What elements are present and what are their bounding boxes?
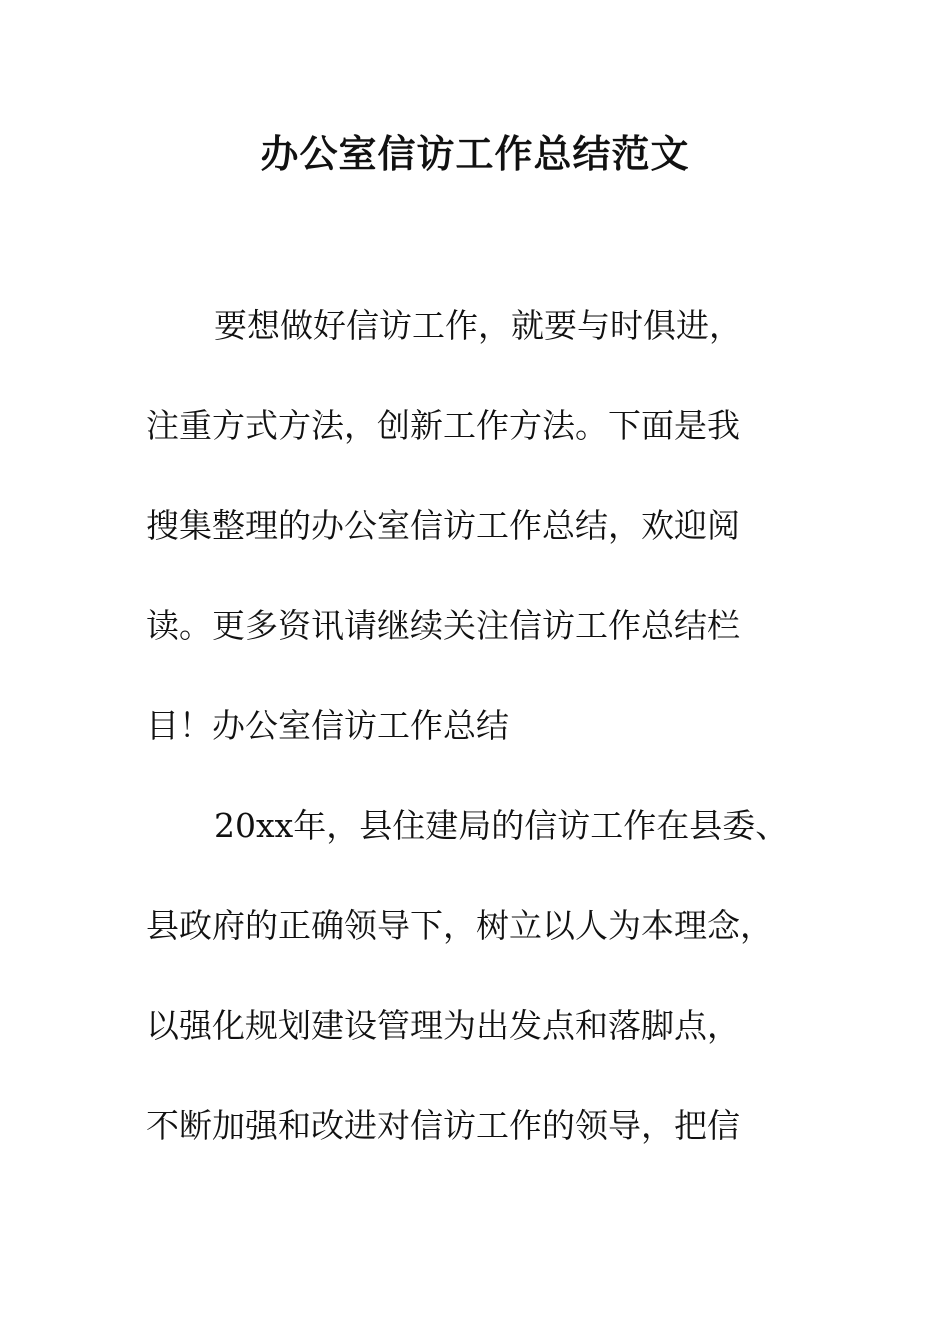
document-title: 办公室信访工作总结范文: [260, 131, 690, 176]
paragraph-1-line-1: 要想做好信访工作，就要与时俱进，: [214, 306, 742, 345]
paragraph-2-line-4: 不断加强和改进对信访工作的领导，把信: [146, 1106, 740, 1145]
paragraph-1-line-5: 目！办公室信访工作总结: [146, 706, 509, 745]
paragraph-1-line-2: 注重方式方法，创新工作方法。下面是我: [146, 406, 740, 445]
paragraph-1-line-4: 读。更多资讯请继续关注信访工作总结栏: [146, 606, 740, 645]
paragraph-1-line-3: 搜集整理的办公室信访工作总结，欢迎阅: [146, 506, 740, 545]
paragraph-2-line-1: 20xx年，县住建局的信访工作在县委、: [214, 806, 789, 845]
paragraph-2-line-3: 以强化规划建设管理为出发点和落脚点，: [146, 1006, 740, 1045]
paragraph-2-line-2: 县政府的正确领导下，树立以人为本理念，: [146, 906, 773, 945]
